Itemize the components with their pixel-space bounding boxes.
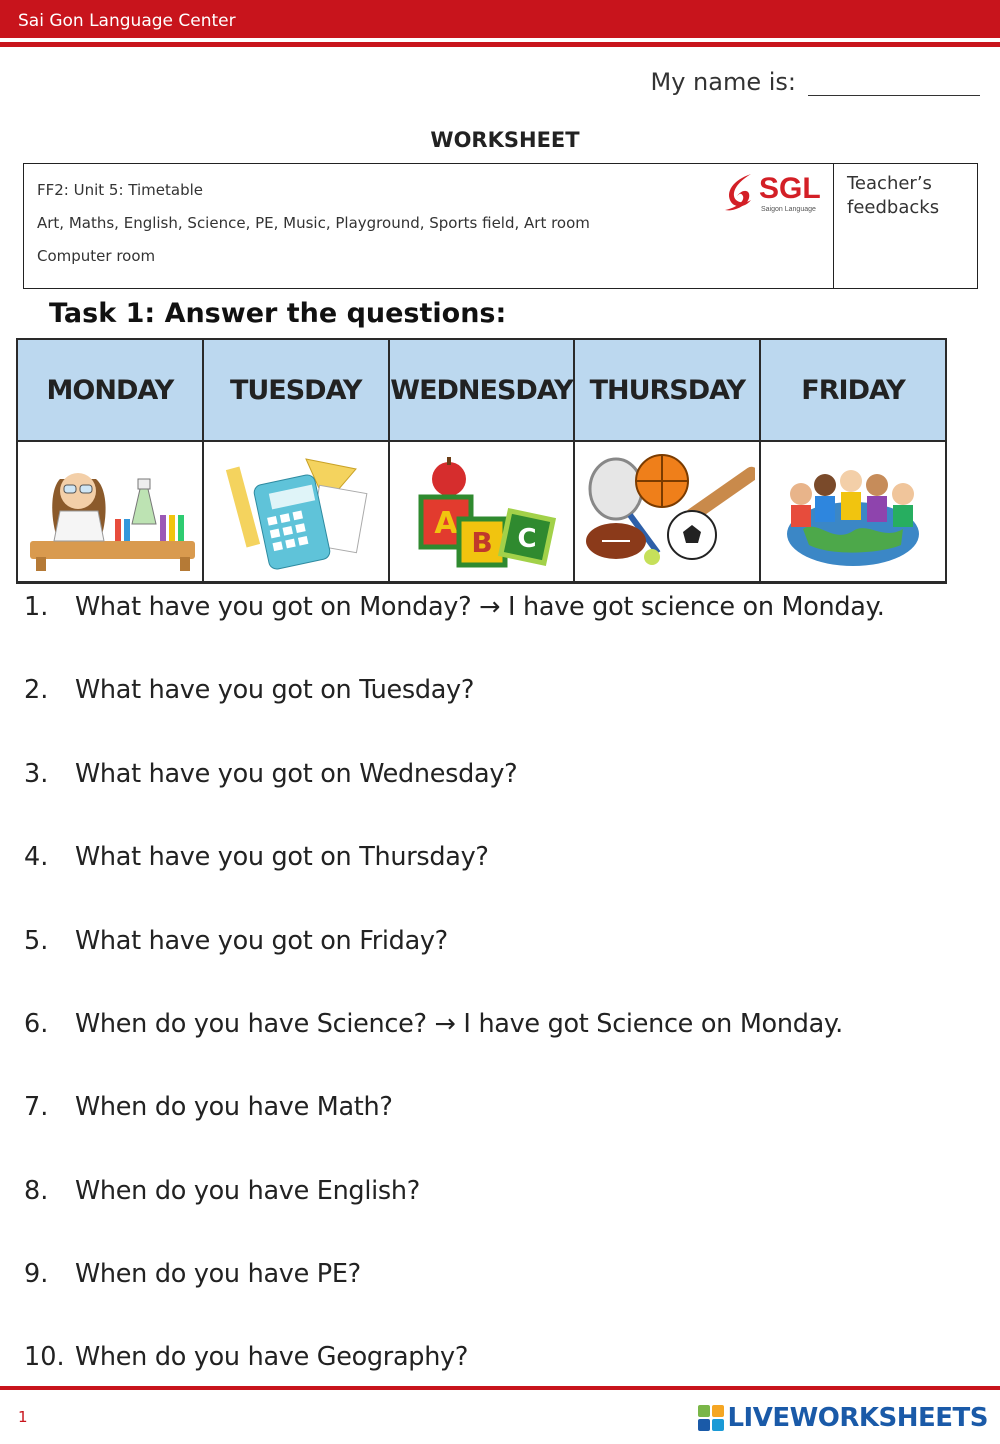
timetable-column-thursday: [575, 340, 761, 581]
liveworksheets-logo: [698, 1403, 988, 1433]
info-table: [23, 163, 978, 289]
sgl-swoosh-icon: [721, 170, 761, 216]
question-text: When do you have PE?: [75, 1259, 361, 1289]
day-header: TUESDAY: [204, 340, 388, 442]
question-text: When do you have Math?: [75, 1092, 393, 1122]
day-header: WEDNESDAY: [390, 340, 574, 442]
vocabulary-line: Art, Maths, English, Science, PE, Music, Playground, Sports field, Art room: [37, 214, 590, 232]
question-text: What have you got on Thursday?: [75, 842, 489, 872]
question-item[interactable]: [0, 1338, 1000, 1378]
task-title: Task 1: Answer the questions:: [49, 298, 507, 329]
footer-rule: [0, 1386, 1000, 1390]
name-input-line[interactable]: [808, 66, 980, 96]
liveworksheets-text: LIVEWORKSHEETS: [727, 1403, 988, 1433]
question-item[interactable]: [0, 922, 1000, 962]
question-item[interactable]: [0, 1255, 1000, 1295]
question-text: What have you got on Tuesday?: [75, 675, 475, 705]
question-number: 10.: [24, 1342, 65, 1372]
info-content: [24, 164, 834, 288]
teacher-feedback: Teacher’s feedbacks: [847, 173, 940, 218]
day-header: THURSDAY: [575, 340, 759, 442]
globe-children-icon: [761, 442, 945, 581]
svg-text:B: B: [471, 526, 494, 559]
timetable-bottom-rule: [16, 581, 947, 584]
question-item[interactable]: [0, 1088, 1000, 1128]
timetable-column-monday: [18, 340, 204, 581]
sgl-logo: [721, 170, 829, 216]
question-number: 3.: [24, 759, 49, 789]
question-text: When do you have Science? → I have got Science on Monday.: [75, 1009, 843, 1039]
timetable-column-tuesday: [204, 340, 390, 581]
day-header: MONDAY: [18, 340, 202, 442]
science-girl-icon: [18, 442, 202, 581]
question-text: What have you got on Friday?: [75, 926, 448, 956]
svg-text:A: A: [434, 506, 459, 541]
day-header: FRIDAY: [761, 340, 945, 442]
center-name: Sai Gon Language Center: [18, 11, 236, 31]
logo-subtext: Saigon Language: [761, 206, 816, 213]
question-text: When do you have Geography?: [75, 1342, 469, 1372]
question-item[interactable]: [0, 1172, 1000, 1212]
worksheet-title: WORKSHEET: [430, 128, 580, 152]
timetable: [16, 338, 947, 581]
name-field-row: [651, 66, 981, 96]
question-item: [0, 1005, 1000, 1045]
question-number: 2.: [24, 675, 49, 705]
question-number: 1.: [24, 592, 49, 622]
question-number: 8.: [24, 1176, 49, 1206]
question-item[interactable]: [0, 671, 1000, 711]
question-item[interactable]: [0, 838, 1000, 878]
question-number: 7.: [24, 1092, 49, 1122]
question-text: What have you got on Monday? → I have got science on Monday.: [75, 592, 885, 622]
question-number: 9.: [24, 1259, 49, 1289]
unit-line: FF2: Unit 5: Timetable: [37, 181, 203, 199]
question-text: What have you got on Wednesday?: [75, 759, 518, 789]
logo-text: SGL: [759, 172, 821, 205]
question-number: 6.: [24, 1009, 49, 1039]
header-band: [0, 0, 1000, 38]
question-item: [0, 588, 1000, 628]
timetable-column-wednesday: [390, 340, 576, 581]
page-number: 1: [18, 1408, 28, 1426]
question-text: When do you have English?: [75, 1176, 420, 1206]
timetable-column-friday: [761, 340, 945, 581]
question-item[interactable]: [0, 755, 1000, 795]
name-label: My name is:: [650, 68, 796, 96]
liveworksheets-icon: [698, 1405, 724, 1431]
svg-text:C: C: [517, 524, 538, 554]
question-number: 5.: [24, 926, 49, 956]
sports-balls-icon: [575, 442, 759, 581]
abc-blocks-icon: [390, 442, 574, 581]
header-rule: [0, 42, 1000, 47]
question-number: 4.: [24, 842, 49, 872]
maths-calculator-icon: [204, 442, 388, 581]
vocabulary-line-2: Computer room: [37, 247, 156, 265]
